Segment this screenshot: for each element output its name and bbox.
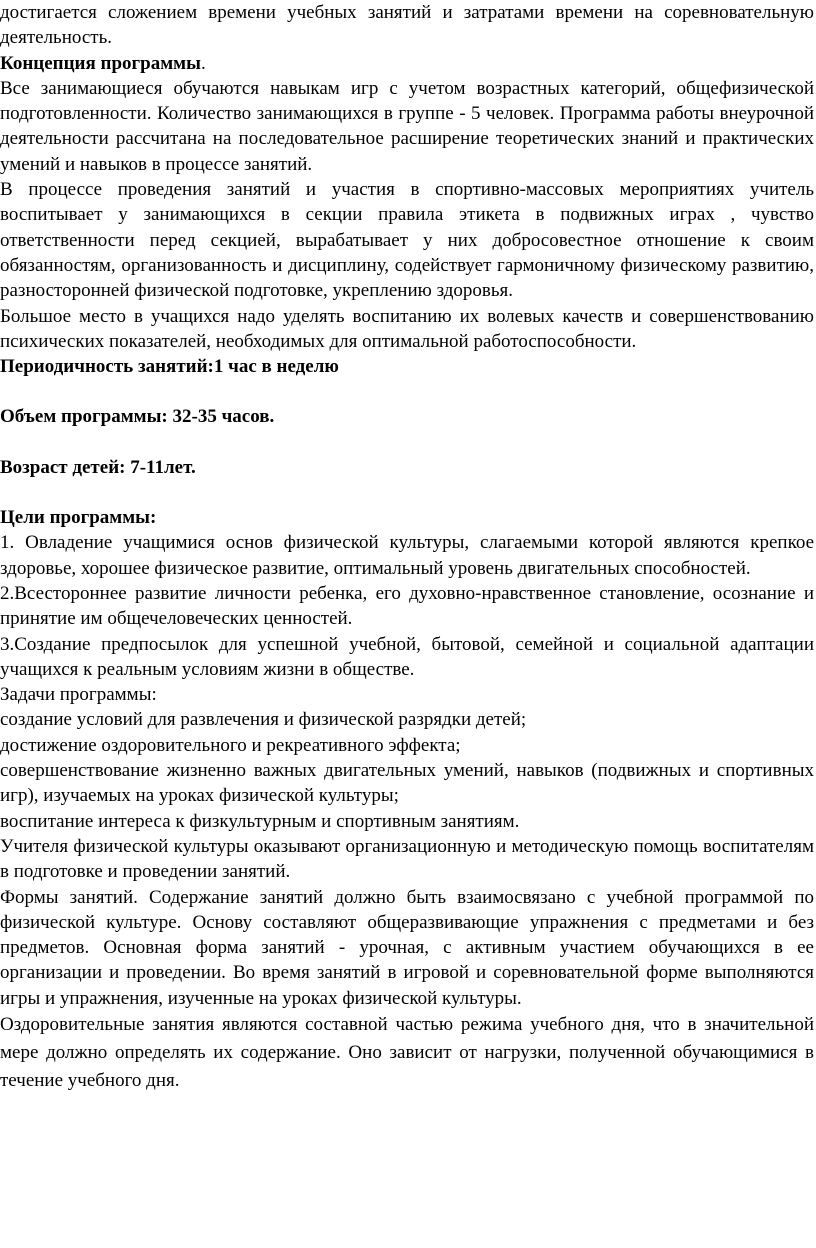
age-line — [0, 455, 814, 480]
concept-paragraph-1-text: Все занимающиеся обучаются навыкам игр с учетом возрастных категорий, общефизической подготовленности. Количество занимающихся в группе - 5 человек. Программа работы внеурочной деятельности рассчитана на последовательное расширение теоретических знаний и практических умений и навыков в процессе занятий. — [0, 77, 814, 175]
concept-heading-text: Концепция программы — [0, 52, 201, 74]
concept-heading-suffix: . — [200, 52, 206, 74]
intro-tail-text: достигается сложением времени учебных занятий и затратами времени на соревновательную деятельность. — [0, 2, 814, 49]
forms-paragraph — [0, 885, 814, 1011]
volume-text: Объем программы: 32-35 часов. — [0, 406, 275, 428]
concept-paragraph-3-text: Большое место в учащихся надо уделять воспитанию их волевых качеств и совершенствованию психических показателей, необходимых для оптимальной работоспособности. — [0, 305, 814, 352]
goal-item-3 — [0, 632, 814, 683]
goals-heading — [0, 505, 814, 530]
concept-paragraph-2 — [0, 177, 814, 303]
goal-item-3-text: 3.Создание предпосылок для успешной учебной, бытовой, семейной и социальной адаптации учащихся к реальным условиям жизни в обществе. — [0, 633, 814, 680]
teachers-paragraph — [0, 834, 814, 885]
volume-line — [0, 404, 814, 429]
concept-heading — [0, 51, 814, 76]
teachers-paragraph-text: Учителя физической культуры оказывают организационную и методическую помощь воспитателям в подготовке и проведении занятий. — [0, 835, 814, 883]
age-text: Возраст детей: 7-11лет. — [0, 456, 196, 478]
spacer — [0, 480, 816, 505]
spacer — [0, 379, 816, 404]
task-item-4-text: воспитание интереса к физкультурным и спортивным занятиям. — [0, 810, 520, 832]
forms-paragraph-text: Формы занятий. Содержание занятий должно быть взаимосвязано с учебной программой по физической культуре. Основу составляют общеразвивающие упражнения с предметами и без предметов. Основная форма занятий - урочная, с активным участием обучающихся в ее организации и проведении. Во время занятий в игровой и соревновательной форме выполняются игры и упражнения, изученные на уроках физической культуры. — [0, 886, 814, 1009]
task-item-2 — [0, 733, 814, 758]
intro-tail-paragraph — [0, 0, 814, 51]
concept-paragraph-1 — [0, 76, 814, 177]
goal-item-1 — [0, 530, 814, 581]
goals-heading-text: Цели программы: — [0, 507, 157, 529]
tasks-heading-text: Задачи программы: — [0, 684, 157, 706]
task-item-1 — [0, 707, 814, 732]
spacer — [0, 430, 816, 455]
task-item-3 — [0, 758, 814, 809]
concept-paragraph-2-text: В процессе проведения занятий и участия в спортивно-массовых мероприятиях учитель воспитывает у занимающихся в секции правила этикета в подвижных играх , чувство ответственности перед секцией, вырабатывает у них добросовестное отношение к своим обязанностям, организованность и дисциплину, содействует гармоничному физическому развитию, разносторонней физической подготовке, укреплению здоровья. — [0, 179, 814, 302]
task-item-1-text: создание условий для развлечения и физической разрядки детей; — [0, 709, 527, 731]
goal-item-2-text: 2.Всестороннее развитие личности ребенка, его духовно-нравственное становление, осознание и принятие им общечеловеческих ценностей. — [0, 582, 814, 630]
goal-item-2 — [0, 581, 814, 632]
concept-paragraph-3 — [0, 304, 814, 355]
periodicity-text: Периодичность занятий:1 час в неделю — [0, 356, 339, 378]
task-item-2-text: достижение оздоровительного и рекреативного эффекта; — [0, 734, 461, 756]
health-paragraph-text: Оздоровительные занятия являются составной частью режима учебного дня, что в значительной мере должно определять их содержание. Оно зависит от нагрузки, полученной обучающимися в течение учебного дня. — [0, 1013, 814, 1091]
periodicity-line — [0, 354, 814, 379]
goal-item-1-text: 1. Овладение учащимися основ физической культуры, слагаемыми которой являются крепкое здоровье, хорошее физическое развитие, оптимальный уровень двигательных способностей. — [0, 532, 814, 579]
tasks-heading — [0, 682, 814, 707]
task-item-4 — [0, 809, 814, 834]
task-item-3-text: совершенствование жизненно важных двигательных умений, навыков (подвижных и спортивных игр), изучаемых на уроках физической культуры; — [0, 760, 814, 807]
health-paragraph — [0, 1011, 814, 1095]
